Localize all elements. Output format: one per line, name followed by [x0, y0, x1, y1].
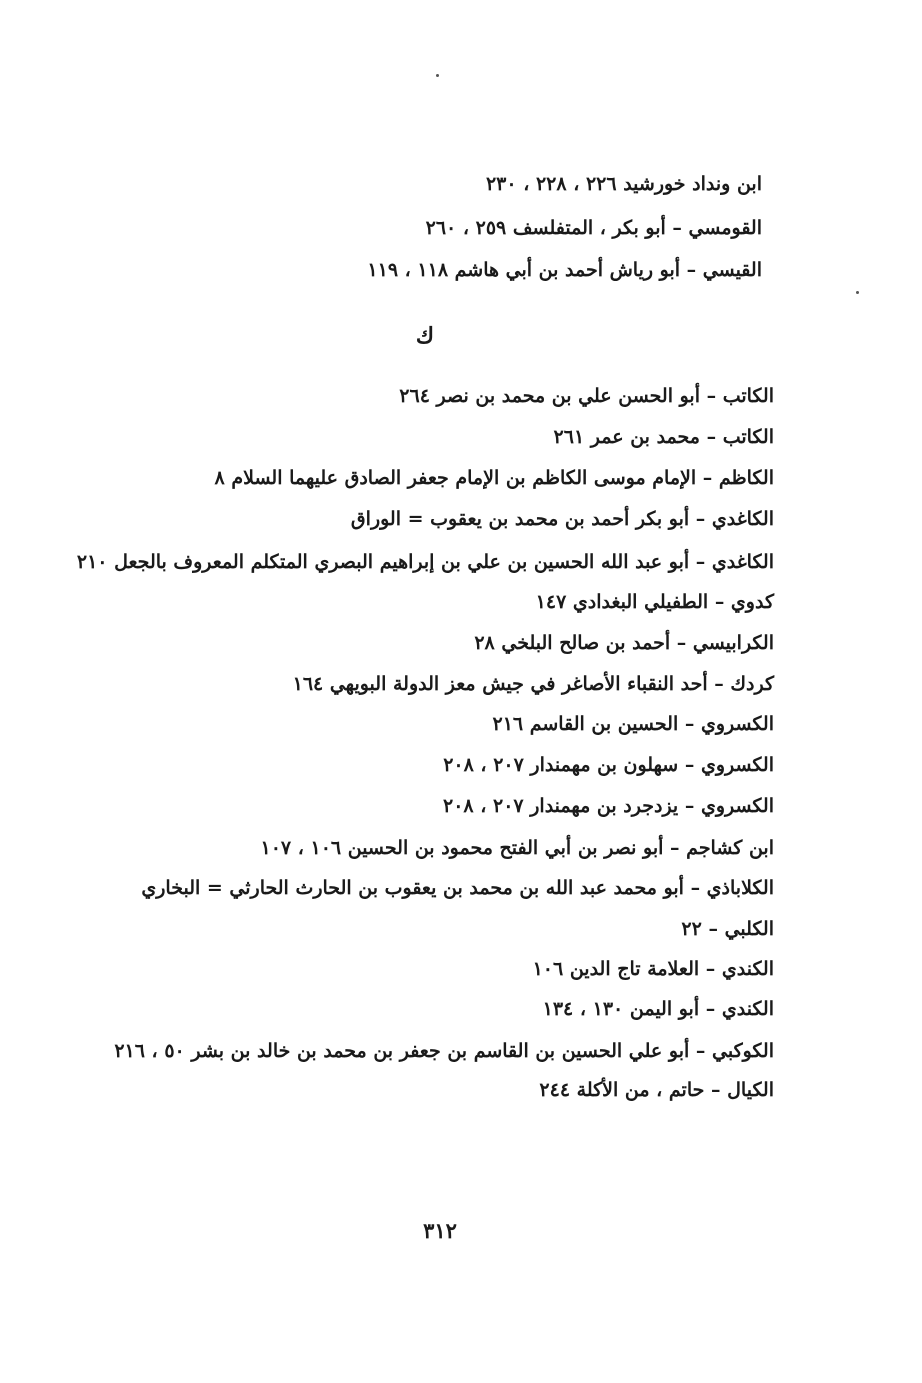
index-entry: ابن كشاجم – أبو نصر بن أبي الفتح محمود بن الحسين ١٠٦ ، ١٠٧ — [260, 837, 774, 859]
index-entry: الكاتب – محمد بن عمر ٢٦١ — [553, 426, 774, 448]
paper-speck — [436, 74, 439, 77]
index-entry: الكندي – أبو اليمن ١٣٠ ، ١٣٤ — [542, 998, 774, 1020]
index-entry: الكاتب – أبو الحسن علي بن محمد بن نصر ٢٦٤ — [399, 385, 774, 407]
index-entry: الكندي – العلامة تاج الدين ١٠٦ — [532, 958, 774, 980]
index-entry: ابن ونداد خورشيد ٢٢٦ ، ٢٢٨ ، ٢٣٠ — [485, 173, 762, 195]
index-entry: الكاغدي – أبو عبد الله الحسين بن علي بن إبراهيم البصري المتكلم المعروف بالجعل ٢١٠ — [76, 551, 774, 573]
index-entry: الكوكبي – أبو علي الحسين بن القاسم بن جعفر بن محمد بن خالد بن بشر ٥٠ ، ٢١٦ — [114, 1040, 774, 1062]
index-entry: الكلاباذي – أبو محمد عبد الله بن محمد بن يعقوب بن الحارث الحارثي = البخاري — [141, 877, 774, 899]
index-entry: كدوي – الطفيلي البغدادي ١٤٧ — [535, 591, 774, 613]
page-number: ٣١٢ — [423, 1218, 457, 1243]
index-entry: الكسروي – الحسين بن القاسم ٢١٦ — [492, 713, 774, 735]
index-entry: القومسي – أبو بكر ، المتفلسف ٢٥٩ ، ٢٦٠ — [425, 217, 762, 239]
index-entry: الكلبي – ٢٢ — [681, 918, 774, 940]
index-entry: القيسي – أبو رياش أحمد بن أبي هاشم ١١٨ ، ١١٩ — [367, 259, 762, 281]
section-letter: ك — [415, 323, 435, 349]
index-entry: كردك – أحد النقباء الأصاغر في جيش معز الدولة البويهي ١٦٤ — [292, 673, 774, 695]
index-entry: الكيال – حاتم ، من الأكلة ٢٤٤ — [539, 1079, 774, 1101]
index-entry: الكاغدي – أبو بكر أحمد بن محمد بن يعقوب = الوراق — [350, 508, 774, 530]
paper-speck — [856, 291, 859, 294]
index-entry: الكاظم – الإمام موسى الكاظم بن الإمام جعفر الصادق عليهما السلام ٨ — [214, 467, 774, 489]
index-entry: الكرابيسي – أحمد بن صالح البلخي ٢٨ — [474, 632, 774, 654]
index-entry: الكسروي – يزدجرد بن مهمندار ٢٠٧ ، ٢٠٨ — [443, 795, 774, 817]
index-entry: الكسروي – سهلون بن مهمندار ٢٠٧ ، ٢٠٨ — [443, 754, 774, 776]
